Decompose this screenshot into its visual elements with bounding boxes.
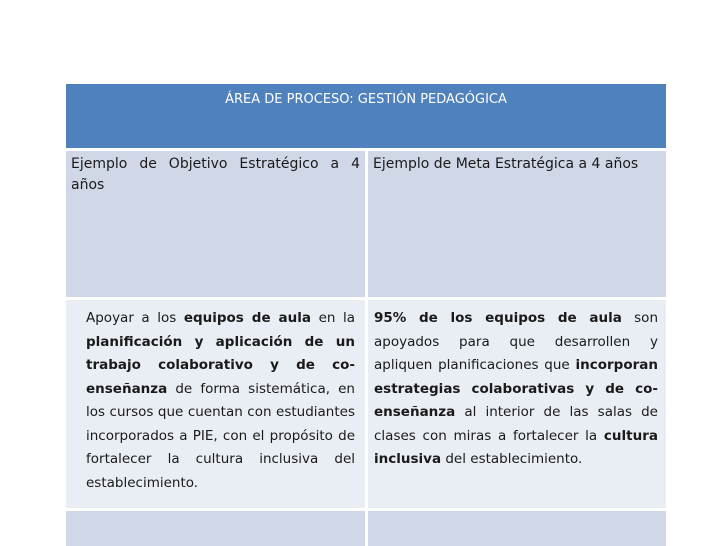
right-column-title: Ejemplo de Meta Estratégica a 4 años <box>373 156 639 172</box>
objective-part-3: de forma sistemática, en los cursos que cuentan con estudiantes incorporados a PIE, con el propósito de fortalecer la cultura inclusiva del establecimiento. <box>86 380 355 491</box>
left-column-title-cell <box>66 151 365 297</box>
header-title: ÁREA DE PROCESO: GESTIÓN PEDAGÓGICA <box>225 92 507 107</box>
goal-text <box>368 300 666 472</box>
objective-part-1: Apoyar a los <box>86 310 184 326</box>
objective-cell <box>66 300 365 508</box>
right-column-title-cell <box>368 151 666 297</box>
goal-bold-2: incorporan estrategias colaborativas y de co-enseñanza <box>374 357 658 420</box>
goal-part-3: del establecimiento. <box>441 451 583 467</box>
goal-bold-3: cultura inclusiva <box>374 427 658 467</box>
table-header <box>66 84 666 148</box>
objective-bold-2: planificación y aplicación de un trabajo colaborativo y de co-enseñanza <box>86 333 355 397</box>
objective-bold-1: equipos de aula <box>183 310 312 326</box>
empty-cell-right <box>368 511 666 546</box>
strategy-table <box>66 84 666 491</box>
objective-text <box>66 300 365 495</box>
goal-cell <box>368 300 666 508</box>
goal-part-2: al interior de las salas de clases con miras a fortalecer la <box>374 404 658 444</box>
empty-cell-left <box>66 511 365 546</box>
objective-part-2: en la <box>311 310 355 326</box>
goal-bold-1: 95% de los equipos de aula <box>374 310 622 326</box>
goal-part-1: son apoyados para que desarrollen y apliquen planificaciones que <box>374 310 658 373</box>
left-column-title: Ejemplo de Objetivo Estratégico a 4 años <box>71 156 360 193</box>
